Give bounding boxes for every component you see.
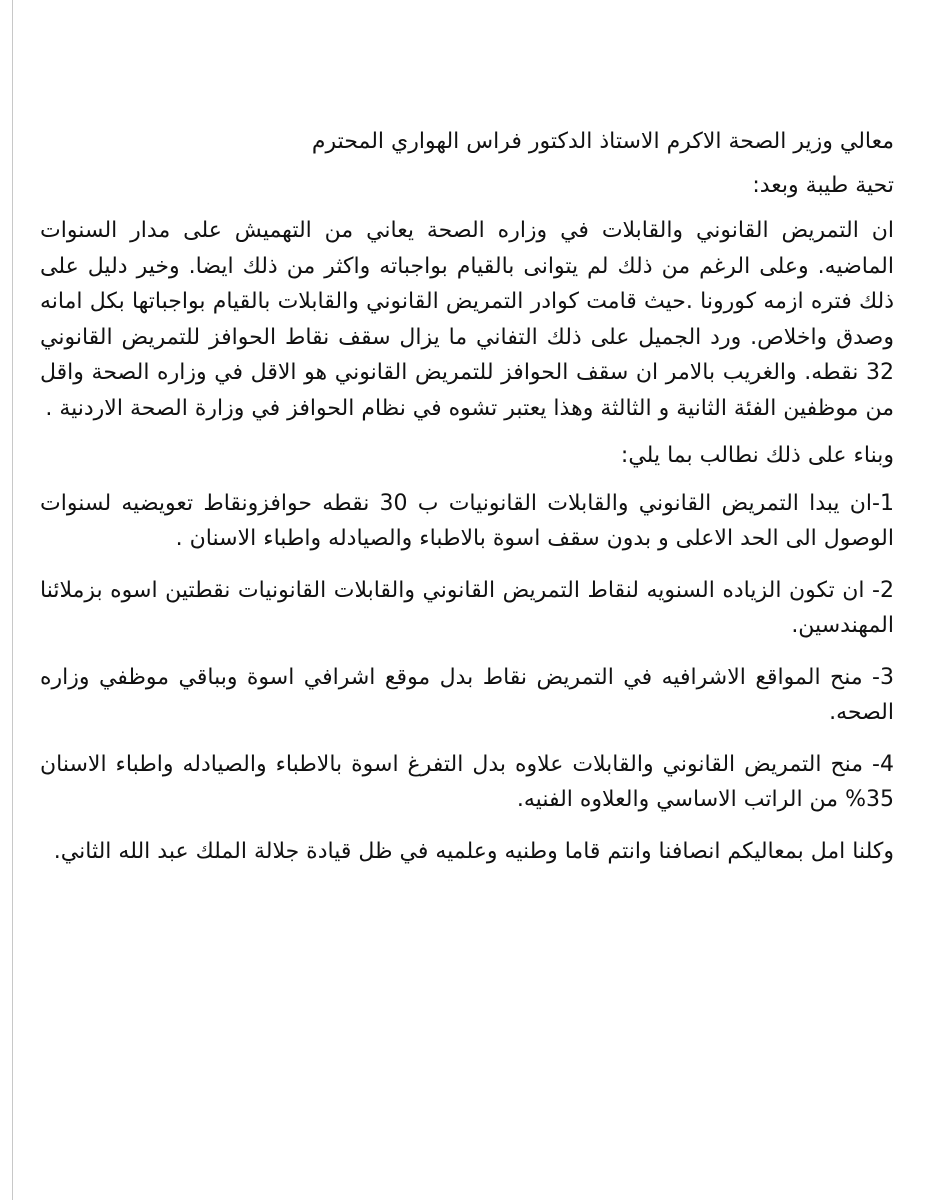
page-left-border bbox=[12, 0, 13, 1200]
demand-item-1: 1-ان يبدا التمريض القانوني والقابلات القانونيات ب 30 نقطه حوافزونقاط تعويضيه لسنوات الوصول الى الحد الاعلى و بدون سقف اسوة بالاطباء والصيادله واطباء الاسنان . bbox=[40, 490, 894, 551]
letter-salutation: معالي وزير الصحة الاكرم الاستاذ الدكتور فراس الهواري المحترم bbox=[311, 129, 894, 154]
letter-closing: وكلنا امل بمعاليكم انصافنا وانتم قاما وطنيه وعلميه في ظل قيادة جلالة الملك عبد الله الثاني. bbox=[53, 838, 894, 864]
demand-item-4: 4- منح التمريض القانوني والقابلات علاوه بدل التفرغ اسوة بالاطباء والصيادله واطباء الاسنان 35% من الراتب الاساسي والعلاوه الفنيه. bbox=[40, 751, 894, 812]
demands-intro: وبناء على ذلك نطالب بما يلي: bbox=[620, 443, 894, 468]
demand-item-3: 3- منح المواقع الاشرافيه في التمريض نقاط بدل موقع اشرافي اسوة وبباقي موظفي وزاره الصحه. bbox=[40, 664, 894, 725]
letter-document bbox=[40, 124, 894, 869]
letter-greeting: تحية طيبة وبعد: bbox=[752, 172, 894, 198]
demand-item-2: 2- ان تكون الزياده السنويه لنقاط التمريض القانوني والقابلات القانونيات نقطتين اسوه بزملائنا المهندسين. bbox=[40, 577, 894, 638]
letter-body-paragraph: ان التمريض القانوني والقابلات في وزاره الصحة يعاني من التهميش على مدار السنوات الماضيه. وعلى الرغم من ذلك لم يتوانى بالقيام بواجباته واكثر من ذلك ايضا. وخير دليل على ذلك فتره ازمه كورونا .حيث قامت كوادر التمريض القانوني والقابلات بالقيام بواجباتها بكل امانه وصدق واخلاص. ورد الجميل على ذلك التفاني ما يزال سقف نقاط الحوافز للتمريض القانوني 32 نقطه. والغريب بالامر ان سقف الحوافز للتمريض القانوني هو الاقل في وزاره الصحة واقل من موظفين الفئة الثانية و الثالثة وهذا يعتبر تشوه في نظام الحوافز في وزارة الصحة الاردنية . bbox=[40, 218, 894, 421]
